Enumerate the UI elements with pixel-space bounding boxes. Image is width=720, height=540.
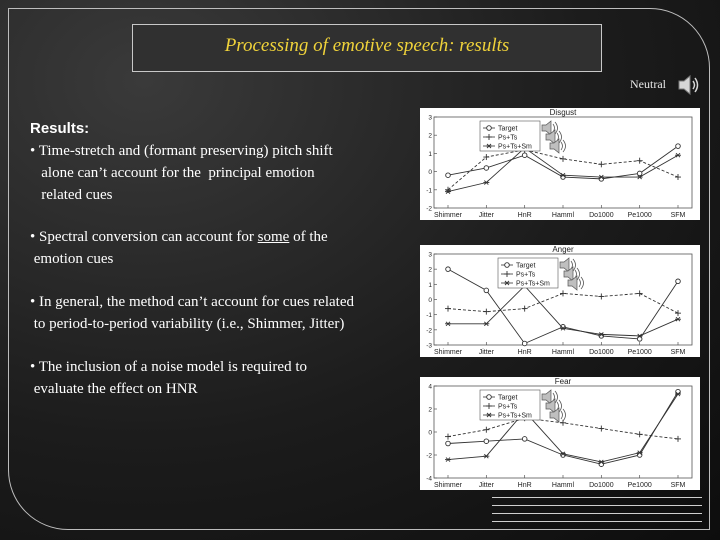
bullet-2-post: of the xyxy=(289,229,328,245)
y-tick-label: 0 xyxy=(428,429,432,437)
data-point xyxy=(484,439,489,444)
data-point xyxy=(483,322,489,326)
decorative-line xyxy=(492,497,702,498)
data-point xyxy=(675,174,681,180)
data-point xyxy=(522,153,527,158)
y-tick-label: 0 xyxy=(428,169,432,177)
bullet-3-line-1: • In general, the method can’t account for cues related xyxy=(30,294,354,310)
data-point xyxy=(637,158,643,164)
data-point xyxy=(598,426,604,432)
decorative-line xyxy=(492,513,702,514)
y-tick-label: 1 xyxy=(428,150,432,158)
data-point xyxy=(446,173,451,178)
bullet-2-line-1 xyxy=(30,226,328,248)
x-tick-label: Jitter xyxy=(478,212,494,219)
legend-label: Ps+Ts+Sm xyxy=(516,280,550,288)
x-tick-label: Pe1000 xyxy=(627,482,652,489)
y-tick-label: -1 xyxy=(426,187,432,195)
decorative-line xyxy=(492,505,702,506)
bullet-1-line-3: related cues xyxy=(30,187,113,203)
chart-fear xyxy=(420,377,700,490)
data-point xyxy=(446,267,451,272)
y-tick-label: -2 xyxy=(426,452,432,460)
legend-label: Ps+Ts xyxy=(516,271,536,279)
x-tick-label: Jitter xyxy=(478,482,494,489)
bullet-1-line-1: • Time-stretch and (formant preserving) pitch shift xyxy=(30,143,333,159)
chart-anger-svg xyxy=(420,245,700,357)
chart-anger xyxy=(420,245,700,357)
legend xyxy=(480,121,540,151)
x-tick-label: Hamml xyxy=(551,482,575,489)
x-tick-label: Do1000 xyxy=(589,349,614,356)
y-tick-label: -2 xyxy=(426,205,432,213)
data-point xyxy=(637,431,643,437)
legend xyxy=(498,258,558,288)
y-tick-label: 2 xyxy=(428,406,432,414)
data-point xyxy=(676,389,681,394)
x-tick-label: SFM xyxy=(670,482,686,489)
legend-label: Ps+Ts xyxy=(498,134,518,142)
series-line xyxy=(448,269,678,343)
data-point xyxy=(445,306,451,312)
data-point xyxy=(598,161,604,167)
chart-title: Disgust xyxy=(549,108,577,117)
data-point xyxy=(484,288,489,293)
x-tick-label: Shimmer xyxy=(433,482,463,489)
chart-title: Anger xyxy=(552,245,574,254)
bullet-3-line-2: to period-to-period variability (i.e., Shimmer, Jitter) xyxy=(30,316,345,332)
chart-disgust xyxy=(420,108,700,220)
legend-label: Target xyxy=(498,125,518,133)
data-point xyxy=(484,166,489,171)
x-tick-label: HnR xyxy=(517,482,532,489)
x-tick-label: Jitter xyxy=(478,349,494,356)
legend-marker xyxy=(487,126,492,131)
chart-disgust-svg xyxy=(420,108,700,220)
legend-label: Target xyxy=(498,394,518,402)
title-box xyxy=(132,24,602,72)
x-tick-label: Pe1000 xyxy=(627,212,652,219)
y-tick-label: 3 xyxy=(428,251,432,259)
data-point xyxy=(483,309,489,315)
y-tick-label: 4 xyxy=(428,383,432,391)
data-point xyxy=(445,322,451,326)
y-tick-label: 2 xyxy=(428,266,432,274)
neutral-label: Neutral xyxy=(630,77,666,91)
y-tick-label: 1 xyxy=(428,281,432,289)
data-point xyxy=(483,454,489,458)
slide-title: Processing of emotive speech: results xyxy=(224,35,510,56)
legend-label: Ps+Ts xyxy=(498,403,518,411)
data-point xyxy=(445,458,451,462)
data-point xyxy=(599,462,604,467)
x-tick-label: Hamml xyxy=(551,212,575,219)
x-tick-label: Do1000 xyxy=(589,482,614,489)
data-point xyxy=(445,434,451,440)
legend-label: Target xyxy=(516,262,536,270)
data-point xyxy=(483,427,489,433)
x-tick-label: SFM xyxy=(670,349,686,356)
y-tick-label: -2 xyxy=(426,327,432,335)
legend-label: Ps+Ts+Sm xyxy=(498,412,532,420)
speaker-icon[interactable] xyxy=(676,72,702,98)
data-point xyxy=(676,144,681,149)
y-tick-label: -3 xyxy=(426,342,432,350)
bullet-2-line-2: emotion cues xyxy=(30,251,114,267)
chart-title: Fear xyxy=(554,377,572,386)
data-point xyxy=(522,437,527,442)
bullet-4-line-2: evaluate the effect on HNR xyxy=(30,381,198,397)
data-point xyxy=(560,290,566,296)
results-heading: Results: xyxy=(30,120,90,137)
bullet-1-line-2: alone can’t account for the principal emotion xyxy=(30,165,315,181)
data-point xyxy=(560,156,566,162)
data-point xyxy=(598,293,604,299)
y-tick-label: -4 xyxy=(426,475,432,483)
x-tick-label: Shimmer xyxy=(433,349,463,356)
bullet-2-pre: • Spectral conversion can account for xyxy=(30,229,258,245)
x-tick-label: Shimmer xyxy=(433,212,463,219)
x-tick-label: HnR xyxy=(517,212,532,219)
decorative-line xyxy=(492,521,702,522)
data-point xyxy=(446,441,451,446)
data-point xyxy=(522,341,527,346)
legend-marker xyxy=(487,395,492,400)
chart-fear-svg xyxy=(420,377,700,490)
data-point xyxy=(637,290,643,296)
legend xyxy=(480,390,540,420)
x-tick-label: HnR xyxy=(517,349,532,356)
y-tick-label: -1 xyxy=(426,312,432,320)
plot-area xyxy=(434,117,692,208)
data-point xyxy=(676,279,681,284)
y-tick-label: 0 xyxy=(428,297,432,304)
data-point xyxy=(675,310,681,316)
bullet-2-underlined: some xyxy=(257,229,290,245)
series-line xyxy=(448,148,678,192)
data-point xyxy=(675,436,681,442)
x-tick-label: Pe1000 xyxy=(627,349,652,356)
legend-label: Ps+Ts+Sm xyxy=(498,143,532,151)
legend-marker xyxy=(505,263,510,268)
x-tick-label: Do1000 xyxy=(589,212,614,219)
y-tick-label: 3 xyxy=(428,114,432,122)
data-point xyxy=(522,306,528,312)
x-tick-label: SFM xyxy=(670,212,686,219)
y-tick-label: 2 xyxy=(428,132,432,140)
x-tick-label: Hamml xyxy=(551,349,575,356)
bullet-4-line-1: • The inclusion of a noise model is required to xyxy=(30,359,308,375)
